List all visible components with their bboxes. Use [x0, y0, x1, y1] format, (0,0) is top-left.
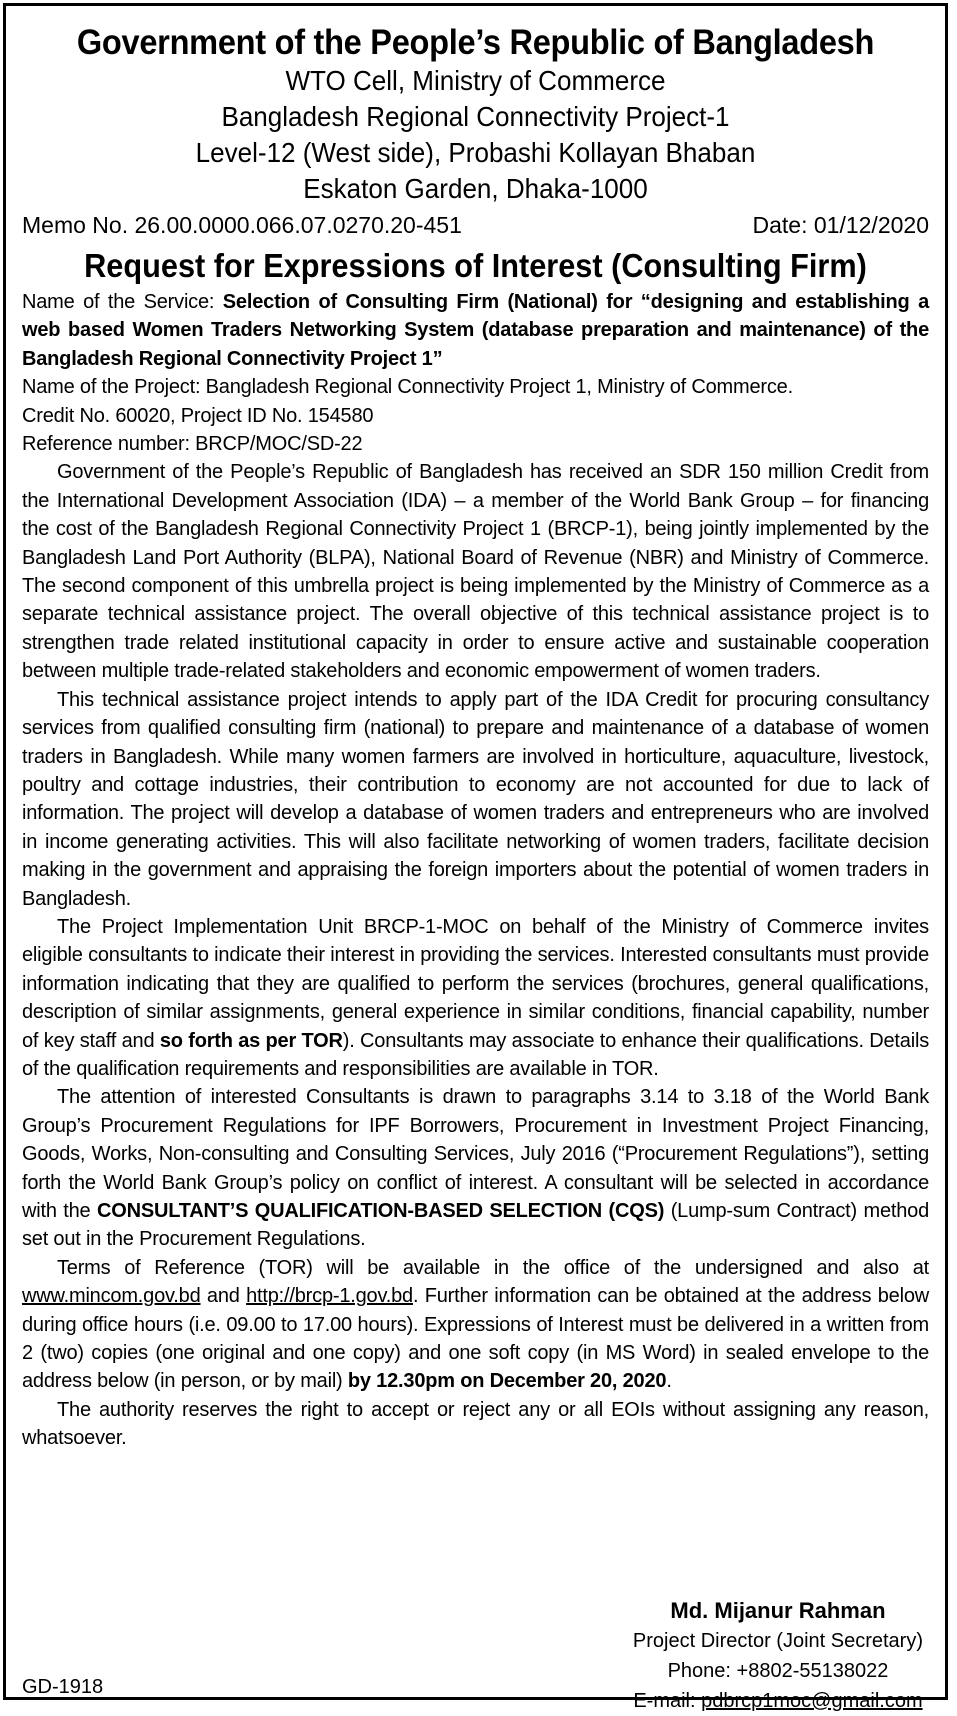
- level-line: Level-12 (West side), Probashi Kollayan Bhaban: [195, 137, 756, 168]
- government-title: Government of the People’s Republic of Bangladesh: [76, 23, 875, 62]
- p5-deadline: by 12.30pm on December 20, 2020: [347, 1370, 667, 1393]
- mincom-link[interactable]: www.mincom.gov.bd: [22, 1285, 201, 1308]
- paragraph-4: [22, 1083, 929, 1253]
- paragraph-5: [22, 1254, 929, 1396]
- signature-block: [633, 1596, 923, 1716]
- p3-text-b: ). Consultants may associate to enhance their qualifications. Details of the qualification requirements and responsibilities are available in TOR.: [22, 1029, 929, 1080]
- signatory-name: Md. Mijanur Rahman: [670, 1598, 886, 1623]
- wto-cell-line: WTO Cell, Ministry of Commerce: [285, 65, 666, 96]
- email-label: E-mail:: [633, 1690, 702, 1712]
- p5-text-a: Terms of Reference (TOR) will be available in the office of the undersigned and also at: [57, 1256, 929, 1279]
- service-label: Name of the Service:: [22, 291, 223, 313]
- p5-and: and: [200, 1285, 247, 1308]
- service-line: [22, 288, 929, 373]
- memo-row: [6, 210, 945, 240]
- notice-title: Request for Expressions of Interest (Consulting Firm): [84, 247, 867, 284]
- p3-text-a: The Project Implementation Unit BRCP-1-MOC on behalf of the Ministry of Commerce invites eligible consultants to indicate their interest in providing the services. Interested consultants must provide information indicating that they are qualified to perform the services (brochures, general qualifications, description of similar assignments, general experience in similar conditions, financial capability, number of key staff and: [22, 915, 929, 1052]
- signatory-designation: Project Director (Joint Secretary): [632, 1630, 923, 1652]
- signatory-phone: Phone: +8802-55138022: [667, 1660, 889, 1682]
- p5-end: .: [666, 1370, 672, 1393]
- brcp-link[interactable]: http://brcp-1.gov.bd: [246, 1285, 413, 1308]
- header: [6, 23, 945, 207]
- p4-bold: CONSULTANT’S QUALIFICATION-BASED SELECTION (CQS): [97, 1200, 665, 1222]
- reference-line: Reference number: BRCP/MOC/SD-22: [22, 433, 363, 456]
- memo-date: Date: 01/12/2020: [752, 212, 929, 238]
- notice-page: [3, 3, 948, 1712]
- signatory-email-line: [633, 1686, 923, 1716]
- p5-text-b: . Further information can be obtained at the address below during office hours (i.e. 09.00 to 17.00 hours). Expressions of Interest must be delivered in a written from 2 (two) copies (one original and one copy) and one soft copy (in MS Word) in sealed envelope to the address below (in person, or by mail): [22, 1285, 929, 1393]
- paragraph-6: The authority reserves the right to accept or reject any or all EOIs without assigning any reason, whatsoever.: [22, 1398, 929, 1450]
- paragraph-2: This technical assistance project intends to apply part of the IDA Credit for procuring consultancy services from qualified consulting firm (national) to prepare and maintenance of a database of women traders in Bangladesh. While many women farmers are involved in horticulture, aquaculture, livestock, poultry and cottage industries, their contribution to economy are not accounted for due to lack of information. The project will develop a database of women traders and entrepreneurs who are involved in income generating activities. This will also facilitate networking of women traders, facilitate decision making in the government and appraising the foreign importers about the potential of women traders in Bangladesh.: [22, 688, 929, 910]
- notice-body: [6, 288, 945, 1453]
- footer-code: GD-1918: [22, 1676, 104, 1698]
- location-line: Eskaton Garden, Dhaka-1000: [303, 173, 648, 204]
- project-name-line: Name of the Project: Bangladesh Regional Connectivity Project 1, Ministry of Commerce.: [22, 376, 793, 399]
- p3-bold: so forth as per TOR: [159, 1029, 343, 1052]
- paragraph-3: [22, 913, 929, 1083]
- paragraph-1: Government of the People’s Republic of Bangladesh has received an SDR 150 million Credit from the International Development Association (IDA) – a member of the World Bank Group – for financing the cost of the Bangladesh Regional Connectivity Project 1 (BRCP-1), being jointly implemented by the Bangladesh Land Port Authority (BLPA), National Board of Revenue (NBR) and Ministry of Commerce. The second component of this umbrella project is being implemented by the Ministry of Commerce as a separate technical assistance project. The overall objective of this technical assistance project is to strengthen trade related institutional capacity in order to ensure active and sustainable cooperation between multiple trade-related stakeholders and economic empowerment of women traders.: [22, 461, 929, 683]
- memo-number: Memo No. 26.00.0000.066.07.0270.20-451: [22, 212, 462, 238]
- email-link[interactable]: pdbrcp1moc@gmail.com: [701, 1690, 923, 1712]
- p4-text-b: (Lump-sum Contract) method set out in the Procurement Regulations.: [22, 1200, 930, 1251]
- service-value: Selection of Consulting Firm (National) for “designing and establishing a web based Women Traders Networking System (database preparation and maintenance) of the Bangladesh Regional Connectivity Project 1”: [22, 291, 929, 370]
- p4-text-a: The attention of interested Consultants is drawn to paragraphs 3.14 to 3.18 of the World Bank Group’s Procurement Regulations for IPF Borrowers, Procurement in Investment Project Financing, Goods, Works, Non-consulting and Consulting Services, July 2016 (“Procurement Regulations”), setting forth the World Bank Group’s policy on conflict of interest. A consultant will be selected in accordance with the: [22, 1086, 929, 1222]
- credit-line: Credit No. 60020, Project ID No. 154580: [22, 404, 374, 427]
- project-line: Bangladesh Regional Connectivity Project-1: [221, 101, 730, 132]
